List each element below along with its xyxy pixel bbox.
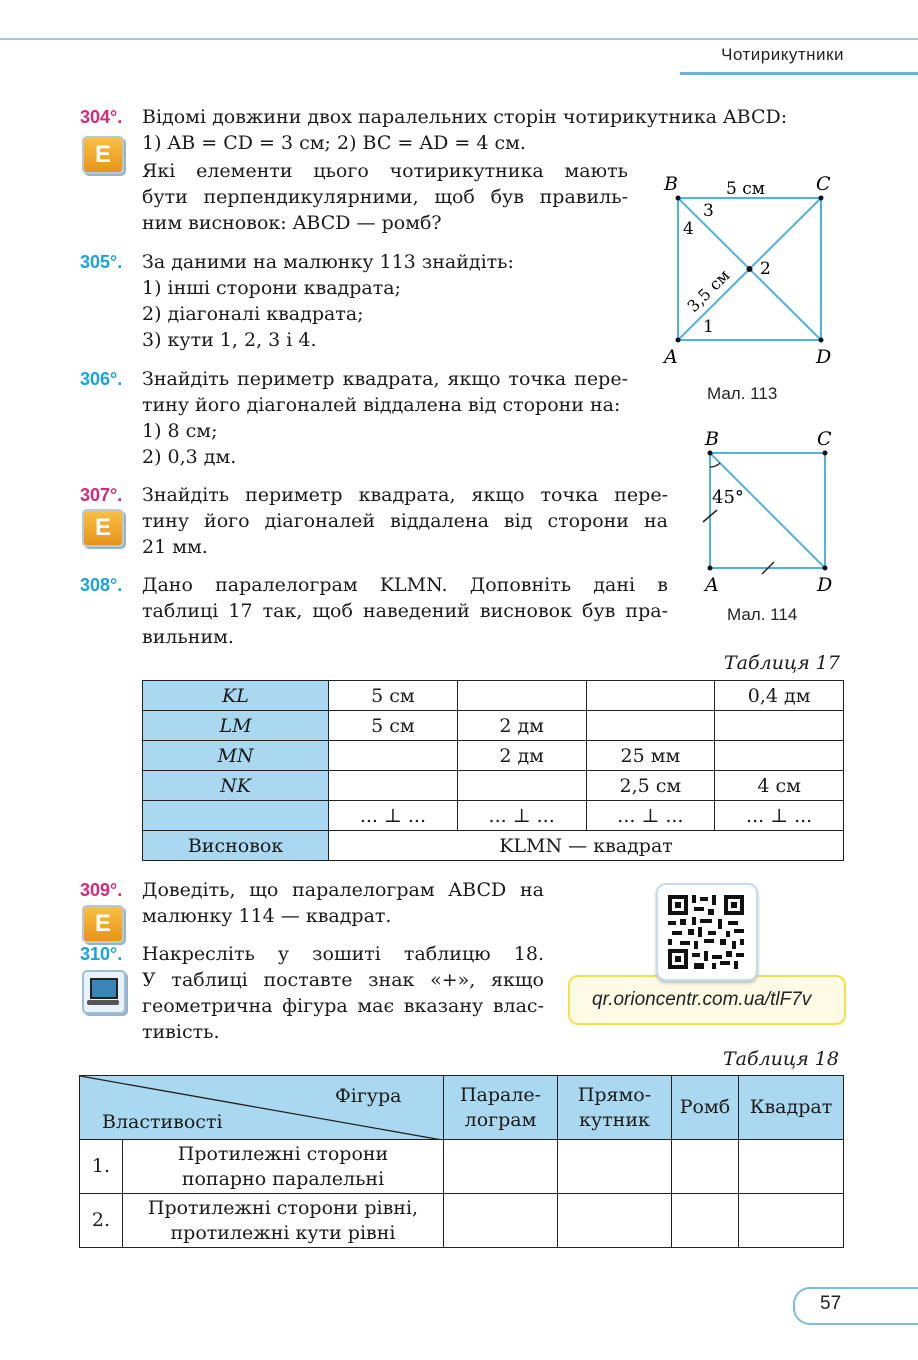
property-cell (123, 1194, 444, 1248)
table-cell (558, 1194, 672, 1248)
problem-305-line: 3) кути 1, 2, 3 і 4. (142, 329, 317, 351)
row-number: 1. (80, 1140, 123, 1194)
table-row (143, 711, 844, 741)
angle-arc (710, 463, 720, 467)
section-title: Чотирикутники (721, 45, 844, 64)
table-row (143, 771, 844, 801)
row-header: MN (143, 741, 329, 771)
table-cell: 2 дм (457, 741, 586, 771)
table-row (143, 681, 844, 711)
page-number-tab (793, 1287, 918, 1325)
table-cell (444, 1194, 558, 1248)
e-badge-icon: E (82, 509, 124, 547)
problem-308-number: 308°. (80, 575, 123, 595)
row-header: NK (143, 771, 329, 801)
vertex-label-b: B (664, 173, 678, 195)
qr-url-link[interactable]: qr.orioncentr.com.ua/tlF7v (592, 989, 812, 1010)
figure-113-caption: Мал. 113 (707, 384, 778, 403)
table-cell (586, 681, 715, 711)
problem-310-line: У таблиці поставте знак «+», якщо (142, 969, 544, 991)
property-line: Протилежні сторони (177, 1142, 389, 1165)
table-cell: ... ⊥ ... (457, 801, 586, 831)
table-cell: ... ⊥ ... (586, 801, 715, 831)
e-badge-icon: E (82, 136, 124, 174)
angle-label-2: 2 (760, 259, 771, 279)
e-badge-icon: E (82, 905, 124, 943)
conclusion-label: Висновок (143, 831, 329, 861)
table-cell (329, 741, 458, 771)
equal-side-ticks (703, 510, 774, 574)
table-cell (715, 741, 844, 771)
problem-310-line: Накресліть у зошиті таблицю 18. (142, 943, 544, 965)
problem-305-line: 2) діагоналі квадрата; (142, 303, 364, 325)
problem-304-line: 1) AB = CD = 3 см; 2) BC = AD = 4 см. (142, 132, 526, 154)
problem-305-number: 305°. (80, 252, 123, 272)
table-cell (329, 771, 458, 801)
property-line: попарно паралельні (181, 1167, 385, 1190)
column-header: Квадрат (739, 1076, 844, 1140)
qr-code-frame (656, 883, 758, 981)
table-cell: ... ⊥ ... (329, 801, 458, 831)
diagonal-header-cell (80, 1076, 444, 1140)
table-cell: 4 см (715, 771, 844, 801)
problem-308-line: Дано паралелограм KLMN. Доповніть дані в (142, 574, 668, 596)
property-line: протилежні кути рівні (170, 1221, 396, 1244)
problem-308-line: вильним. (142, 626, 234, 648)
vertex-label-c: C (817, 428, 832, 450)
problem-309-line: малюнку 114 — квадрат. (142, 905, 392, 927)
row-header: KL (143, 681, 329, 711)
angle-label-3: 3 (703, 201, 714, 221)
problem-306-line: Знайдіть периметр квадрата, якщо точка пере- (142, 368, 628, 390)
column-header (444, 1076, 558, 1140)
figure-114-lines (710, 453, 825, 568)
diagonal-length-label: 3,5 см (683, 265, 734, 316)
table-cell (457, 681, 586, 711)
table-cell: 5 см (329, 711, 458, 741)
angle-label-1: 1 (703, 317, 714, 337)
problem-310-line: геометрична фігура має вказану влас- (142, 995, 544, 1017)
vertex-label-d: D (816, 346, 832, 368)
vertex-label-b: B (705, 428, 719, 450)
table-cell (444, 1140, 558, 1194)
table-header-row (80, 1076, 844, 1140)
computer-icon (82, 970, 126, 1014)
column-header: Ромб (672, 1076, 739, 1140)
figure-114-caption: Мал. 114 (727, 605, 798, 624)
table-row (143, 741, 844, 771)
angle-label: 45° (712, 487, 744, 508)
row-header: LM (143, 711, 329, 741)
problem-309-number: 309°. (80, 880, 123, 900)
vertex-label-d: D (817, 574, 833, 596)
conclusion-cell: KLMN — квадрат (329, 831, 844, 861)
column-header-line: кутник (579, 1108, 650, 1131)
table-cell: ... ⊥ ... (715, 801, 844, 831)
problem-306-line: тину його діагоналей віддалена від сторони на: (142, 394, 621, 416)
problem-307-line: тину його діагоналей віддалена від сторони на (142, 510, 668, 532)
problem-310-line: тивість. (142, 1021, 220, 1043)
figure-113 (650, 168, 850, 373)
column-header-line: лограм (464, 1108, 537, 1131)
problem-309-line: Доведіть, що паралелограм ABCD на (142, 879, 544, 901)
table-row (80, 1140, 844, 1194)
table-17 (142, 680, 844, 861)
vertex-label-a: A (705, 574, 719, 596)
table-row (80, 1194, 844, 1248)
problem-304-line: Які елементи цього чотирикутника мають (142, 160, 628, 182)
table-cell: 0,4 дм (715, 681, 844, 711)
problem-306-line: 2) 0,3 дм. (142, 446, 237, 468)
table-row (143, 831, 844, 861)
problem-304-line: Відомі довжини двох паралельних сторін чотирикутника ABCD: (142, 106, 788, 128)
problem-307-number: 307°. (80, 485, 123, 505)
problem-304-number: 304°. (80, 107, 123, 127)
table-cell (672, 1140, 739, 1194)
property-cell (123, 1140, 444, 1194)
table-cell: 5 см (329, 681, 458, 711)
qr-code-icon (668, 895, 744, 969)
problem-307-line: Знайдіть периметр квадрата, якщо точка пере- (142, 484, 668, 506)
column-header-line: Прямо- (577, 1083, 652, 1106)
table-cell (672, 1194, 739, 1248)
problem-305-line: За даними на малюнку 113 знайдіть: (142, 251, 514, 273)
figure-114 (690, 425, 850, 600)
vertex-label-a: A (664, 346, 678, 368)
row-number: 2. (80, 1194, 123, 1248)
side-length-label: 5 см (726, 179, 765, 199)
table-18-caption: Таблиця 18 (723, 1048, 839, 1070)
table-cell (739, 1140, 844, 1194)
problem-305-line: 1) інші сторони квадрата; (142, 277, 401, 299)
angle-label-4: 4 (683, 219, 694, 239)
property-line: Протилежні сторони рівні, (147, 1196, 419, 1219)
corner-top-label: Фігура (335, 1085, 402, 1107)
column-header (558, 1076, 672, 1140)
problem-304-line: бути перпендикулярними, щоб був правиль- (142, 186, 628, 208)
table-18 (79, 1075, 844, 1248)
column-header-line: Парале- (459, 1083, 542, 1106)
problem-306-line: 1) 8 см; (142, 420, 218, 442)
problem-308-line: таблиці 17 так, щоб наведений висновок був пра- (142, 600, 668, 622)
row-header (143, 801, 329, 831)
problem-310-number: 310°. (80, 944, 123, 964)
table-cell (715, 711, 844, 741)
vertex-label-c: C (816, 173, 831, 195)
corner-bottom-label: Властивості (102, 1111, 223, 1133)
problem-304-line: ним висновок: ABCD — ромб? (142, 212, 442, 234)
problem-307-line: 21 мм. (142, 536, 208, 558)
table-cell: 2 дм (457, 711, 586, 741)
table-cell: 25 мм (586, 741, 715, 771)
table-cell: 2,5 см (586, 771, 715, 801)
page-number: 57 (820, 1293, 842, 1314)
problem-306-number: 306°. (80, 369, 123, 389)
table-cell (586, 711, 715, 741)
table-cell (558, 1140, 672, 1194)
table-17-caption: Таблиця 17 (724, 652, 840, 674)
table-cell (739, 1194, 844, 1248)
table-row (143, 801, 844, 831)
table-cell (457, 771, 586, 801)
